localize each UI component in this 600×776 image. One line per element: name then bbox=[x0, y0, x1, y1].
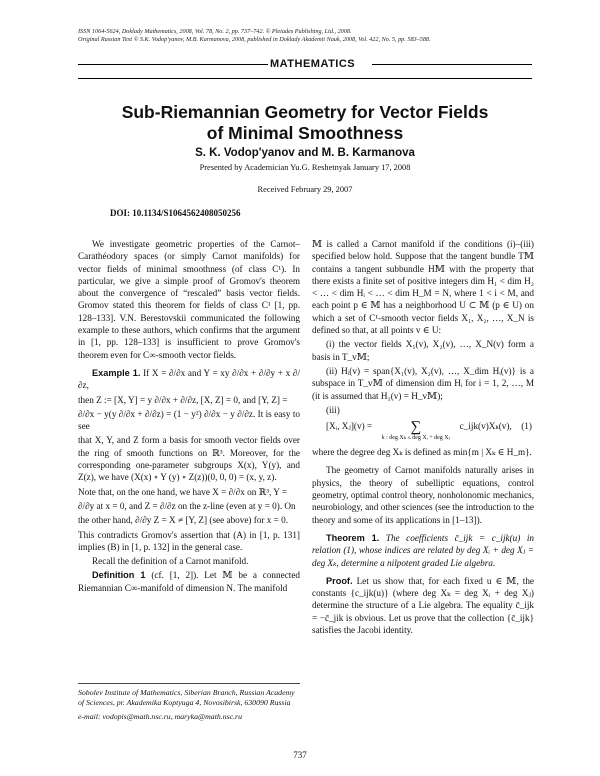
paper-title bbox=[78, 102, 532, 144]
example-text-2: then Z := [X, Y] = y ∂/∂x + ∂/∂z, [X, Z] = 0, and [Y, Z] = bbox=[78, 394, 288, 405]
applications-paragraph: The geometry of Carnot manifolds naturally arises in physics, the theory of subelliptic equations, control geometry, optimal control theory, nonholonomic mechanics, neurobiology, and other sciences (see the introduction to the theory and some of its applications in [1–13]). bbox=[312, 465, 534, 525]
footnote-rule bbox=[78, 683, 300, 684]
condition-iii: (iii) bbox=[326, 404, 340, 415]
equation-1 bbox=[312, 420, 534, 442]
header-line-2: Original Russian Text © S.K. Vodop'yanov, M.B. Karmanova, 2008, published in Doklady Akademii Nauk, 2008, Vol. 422, No. 5, pp. 583–588. bbox=[78, 36, 431, 43]
eq1-sum-block bbox=[382, 420, 451, 442]
proof-text: Let us show that, for each fixed u ∈ 𝕄, the constants {c_ijk(u)} (where deg Xₖ = deg Xᵢ + deg Xⱼ) determine the structure of a Lie algebra. The equality c̄_ijk = −c̄_jik is obvious. Let us prove that the collection {c̄_ijk} satisfies the Jacobi identity. bbox=[312, 575, 535, 636]
example-text-6: ∂/∂y at x = 0, and Z = ∂/∂z on the z-line (even at y = 0). On bbox=[78, 500, 296, 511]
sum-symbol: ∑ bbox=[410, 419, 422, 436]
page-number: 737 bbox=[293, 750, 307, 760]
recall-text: Recall the definition of a Carnot manifold. bbox=[92, 556, 249, 567]
header-line-1: ISSN 1064-5624, Doklady Mathematics, 2008, Vol. 78, No. 2, pp. 737–742. © Pleiades Publishing, Ltd., 2008. bbox=[78, 28, 352, 35]
example-text-7: the other hand, ∂/∂y Z = X ≠ [Y, Z] (see above) for x = 0. bbox=[78, 515, 289, 526]
example-label: Example 1. bbox=[92, 367, 141, 378]
authors: S. K. Vodop'yanov and M. B. Karmanova bbox=[195, 147, 415, 159]
example-1 bbox=[78, 367, 300, 392]
condition-ii: (ii) Hᵢ(v) = span{X₁(v), X₂(v), …, X_dim Hᵢ(v)} is a subspace in T_v𝕄 of dimension dim Hᵢ for i = 1, 2, …, M (it is assumed that H₁(v) = H_v𝕄); bbox=[312, 365, 534, 401]
right-column bbox=[312, 238, 534, 638]
example-text-3: ∂/∂x − y(y ∂/∂x + ∂/∂z) = (1 − y²) ∂/∂x − y ∂/∂z. It is easy to see bbox=[78, 408, 300, 432]
section-rule-left bbox=[78, 64, 268, 65]
abstract-paragraph: We investigate geometric properties of the Carnot–Carathéodory spaces (or simply Carnot manifolds) for vector fields of minimal smoothness (of class C¹). In particular, we give a simple proof of Gromov's theorem about the convergence of “rescaled” basis vector fields. Gromov stated this theorem for fields of class C¹ [1, pp. 128–133]. V.N. Berestovskii communicated the following example to these authors, which confirms that the argument in [1, pp. 128–133] is insufficient to prove Gromov's theorem even for C∞-smooth vector fields. bbox=[78, 239, 300, 360]
journal-header bbox=[78, 28, 538, 44]
left-column bbox=[78, 238, 300, 596]
definition-1 bbox=[78, 569, 300, 594]
theorem-1 bbox=[312, 532, 534, 569]
header-rule bbox=[78, 78, 532, 79]
emails: e-mail: vodopis@math.nsc.ru, maryka@math.nsc.ru bbox=[78, 712, 242, 721]
title-line-1: Sub-Riemannian Geometry for Vector Fields bbox=[121, 102, 489, 122]
theorem-label: Theorem 1. bbox=[326, 532, 380, 543]
sum-subscript: k : deg Xₖ ≤ deg Xᵢ + deg Xⱼ bbox=[381, 435, 451, 442]
example-text-1: If X = ∂/∂x and Y = xy ∂/∂x + ∂/∂y + x ∂/∂z, bbox=[78, 367, 301, 391]
received-date: Received February 29, 2007 bbox=[257, 185, 353, 194]
condition-i: (i) the vector fields X₁(v), X₂(v), …, X_N(v) form a basis in T_v𝕄; bbox=[312, 339, 534, 362]
footnote bbox=[78, 688, 300, 722]
example-text-5: Note that, on the one hand, we have X = ∂/∂x on ℝ³, Y = bbox=[78, 486, 288, 497]
doi: DOI: 10.1134/S1064562408050256 bbox=[110, 208, 241, 218]
affiliation: Sobolev Institute of Mathematics, Siberian Branch, Russian Academy of Sciences, pr. Akademika Koptyuga 4, Novosibirsk, 630090 Russia bbox=[78, 688, 295, 707]
theorem-text: The coefficients c̄_ijk = c_ijk(u) in relation (1), whose indices are related by deg Xᵢ + deg Xⱼ = deg Xₖ, determine a nilpotent graded Lie algebra. bbox=[312, 532, 535, 568]
eq1-number: (1) bbox=[521, 421, 532, 432]
section-rule-right bbox=[372, 64, 532, 65]
definition-label: Definition 1 bbox=[92, 570, 146, 581]
proof-label: Proof. bbox=[326, 575, 353, 586]
title-line-2: of Minimal Smoothness bbox=[206, 123, 404, 143]
presented-by: Presented by Academician Yu.G. Reshetnyak January 17, 2008 bbox=[199, 163, 411, 172]
section-label: MATHEMATICS bbox=[270, 58, 356, 70]
degree-definition: where the degree deg Xₖ is defined as min{m | Xₖ ∈ H_m}. bbox=[312, 447, 532, 458]
eq1-rhs: c_ijk(v)Xₖ(v), bbox=[459, 421, 512, 432]
example-text-4: that X, Y, and Z form a basis for smooth vector fields over the ring of smooth functions on ℝ³. Moreover, for the corresponding one-parameter subgroups X(x), Y(y), and Z(z), we have (X(x) ∘ Y (y) ∘ Z(z))(0, 0, 0) = (x, y, z). bbox=[78, 435, 300, 483]
eq1-lhs: [Xᵢ, Xⱼ](v) = bbox=[326, 421, 373, 432]
definition-text: (cf. [1, 2]). Let 𝕄 be a connected Riemannian C∞-manifold of dimension N. The manifold bbox=[78, 570, 300, 593]
example-text-8: This contradicts Gromov's assertion that (A) in [1, p. 131] implies (B) in [1, p. 132] in the general case. bbox=[78, 529, 300, 552]
carnot-definition-text: 𝕄 is called a Carnot manifold if the conditions (i)–(iii) specified below hold. Suppose that the tangent bundle T𝕄 contains a tangent subbundle H𝕄 with the property that there exists a finite set of positive integers dim H₁ < dim H₂ < … < dim Hᵢ < … < dim H_M = N, where 1 < i < M, and each point p ∈ 𝕄 has a neighborhood U ⊂ 𝕄 (p ∈ U) on which a set of C¹-smooth vector fields X₁, X₂, …, X_N is defined so that, at all points v ∈ U: bbox=[312, 239, 534, 336]
proof bbox=[312, 575, 534, 636]
